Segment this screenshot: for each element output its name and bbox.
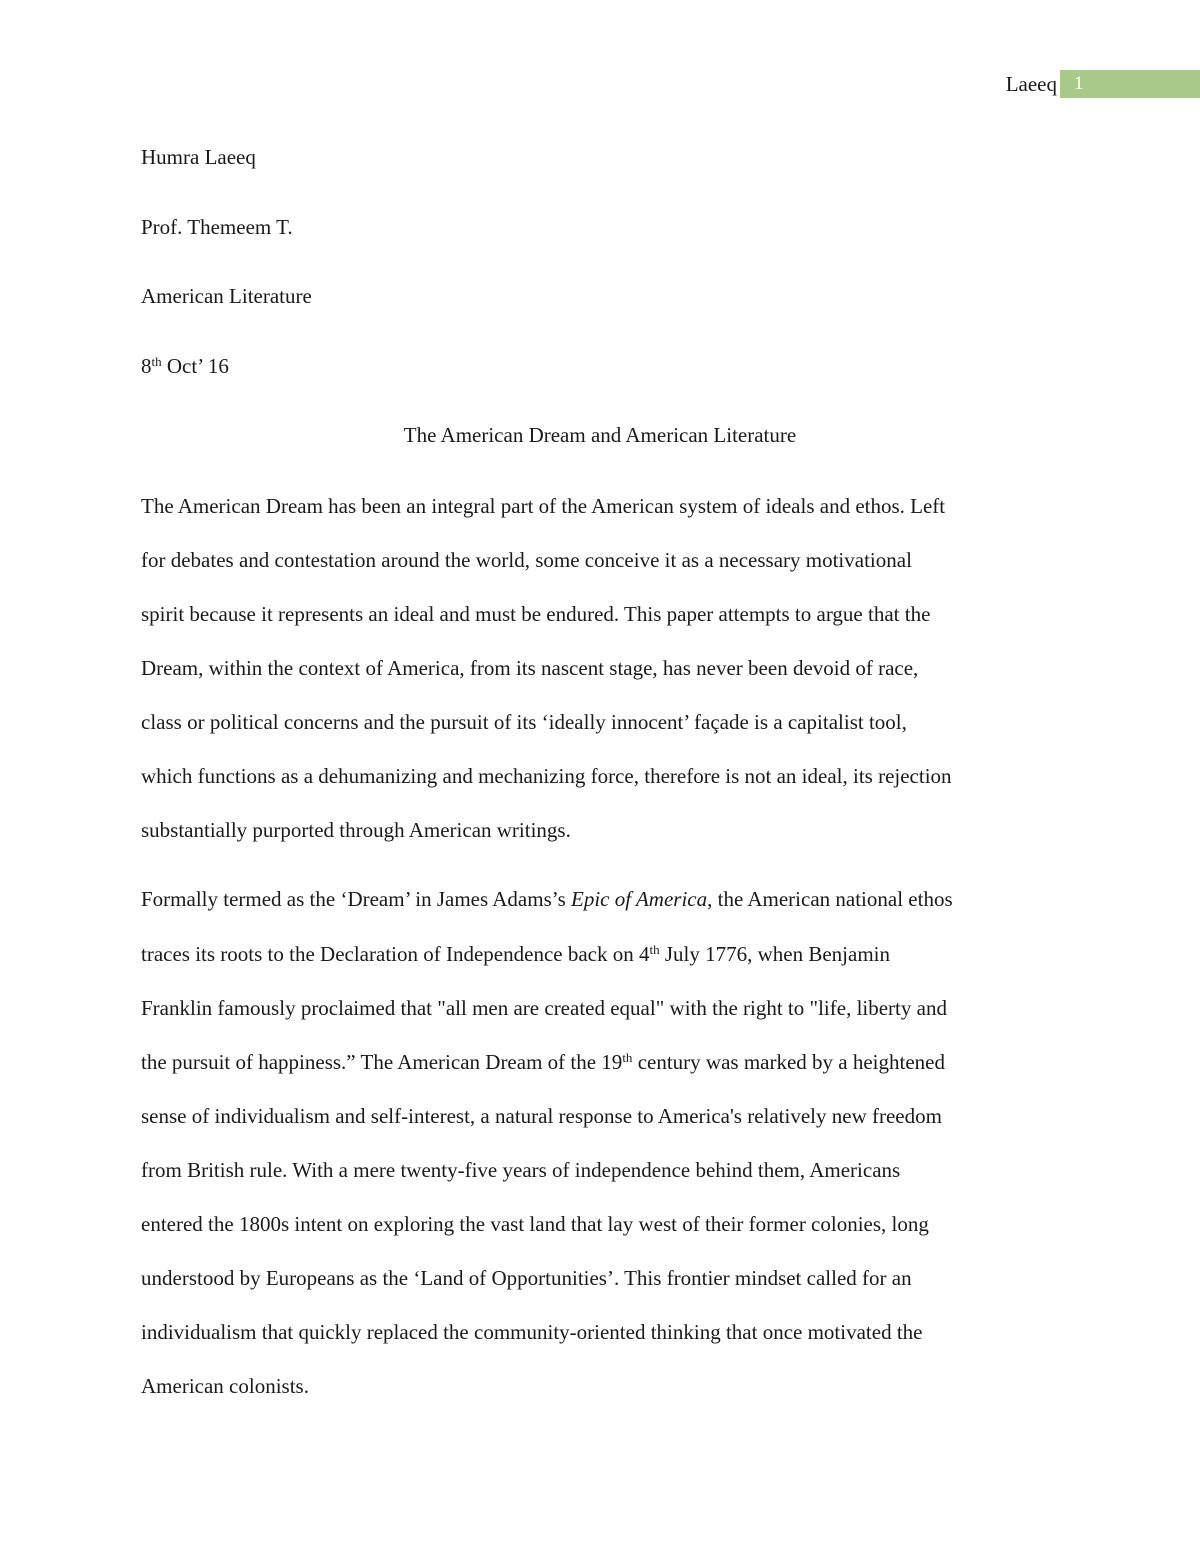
text-span: , the American national ethos bbox=[707, 887, 953, 911]
text-line: American colonists. bbox=[141, 1374, 309, 1398]
student-name: Humra Laeeq bbox=[141, 145, 256, 169]
text-span: Formally termed as the ‘Dream’ in James Adams’s bbox=[141, 887, 572, 911]
date-day: 8 bbox=[141, 353, 152, 378]
professor-name: Prof. Themeem T. bbox=[141, 214, 293, 239]
text-line: which functions as a dehumanizing and mechanizing force, therefore is not an ideal, its rejection bbox=[141, 764, 952, 788]
text-span: July 1776, when Benjamin bbox=[659, 942, 891, 966]
text-line: Franklin famously proclaimed that "all men are created equal" with the right to "life, liberty and bbox=[141, 996, 947, 1020]
text-line: from British rule. With a mere twenty-five years of independence behind them, Americans bbox=[141, 1158, 901, 1182]
ordinal-suffix: th bbox=[622, 1049, 633, 1065]
text-span: century was marked by a heightened bbox=[632, 1050, 945, 1074]
essay-title: The American Dream and American Literature bbox=[403, 423, 797, 447]
text-line: Dream, within the context of America, from its nascent stage, has never been devoid of race, bbox=[141, 656, 919, 680]
date-rest: Oct’ 16 bbox=[161, 353, 229, 378]
page-header bbox=[1006, 70, 1200, 98]
page-number: 1 bbox=[1060, 70, 1200, 98]
text-line bbox=[141, 882, 953, 916]
text-line: The American Dream has been an integral part of the American system of ideals and ethos. Left bbox=[141, 494, 946, 518]
text-line: for debates and contestation around the world, some conceive it as a necessary motivational bbox=[141, 548, 912, 572]
date-line bbox=[141, 349, 1061, 419]
text-line: class or political concerns and the pursuit of its ‘ideally innocent’ façade is a capitalist tool, bbox=[141, 710, 907, 734]
text-line: substantially purported through American writings. bbox=[141, 818, 571, 842]
book-title: Epic of America bbox=[571, 887, 708, 911]
text-span: the pursuit of happiness.” The American Dream of the 19 bbox=[141, 1050, 623, 1074]
course-name: American Literature bbox=[141, 284, 312, 308]
text-line: understood by Europeans as the ‘Land of Opportunities’. This frontier mindset called for an bbox=[141, 1266, 912, 1290]
text-span: traces its roots to the Declaration of Independence back on 4 bbox=[141, 942, 650, 966]
mla-heading bbox=[141, 140, 1061, 418]
text-line bbox=[141, 937, 890, 971]
ordinal-suffix: th bbox=[649, 941, 660, 957]
text-line: sense of individualism and self-interest, a natural response to America's relatively new freedom bbox=[141, 1104, 942, 1128]
text-line: entered the 1800s intent on exploring the vast land that lay west of their former colonies, long bbox=[141, 1212, 929, 1236]
header-author-name: Laeeq bbox=[1005, 72, 1057, 96]
text-line bbox=[141, 1045, 945, 1079]
date-day-suffix: th bbox=[151, 353, 162, 369]
text-line: individualism that quickly replaced the community-oriented thinking that once motivated the bbox=[141, 1320, 923, 1344]
text-line: spirit because it represents an ideal and must be endured. This paper attempts to argue that the bbox=[141, 602, 931, 626]
